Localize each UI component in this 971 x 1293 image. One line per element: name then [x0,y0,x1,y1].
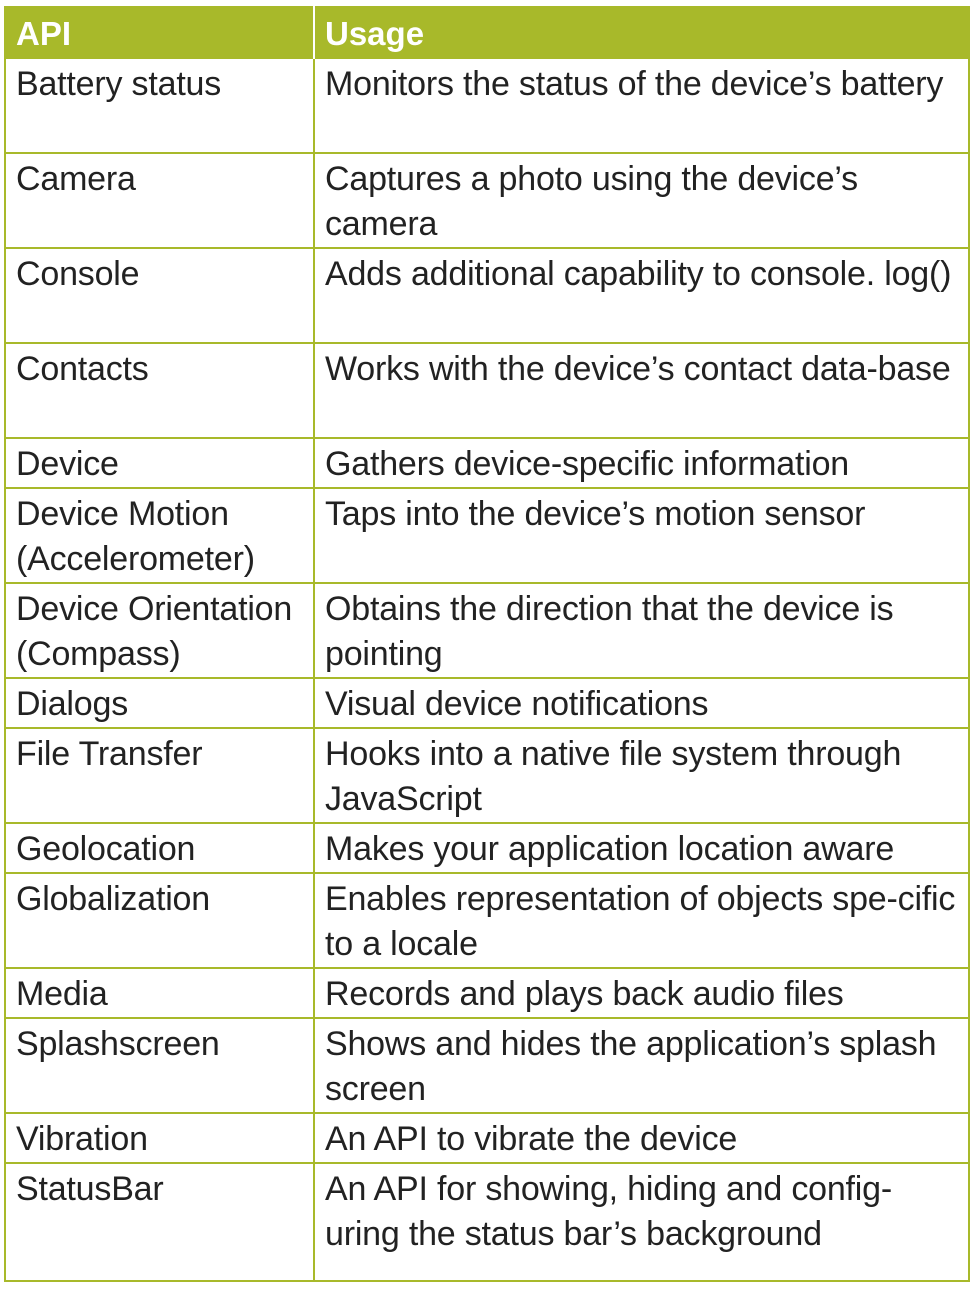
usage-cell: Captures a photo using the device’s camera [314,153,969,248]
usage-cell: Makes your application location aware [314,823,969,873]
table-row [5,1163,969,1281]
usage-cell: An API to vibrate the device [314,1113,969,1163]
usage-cell: Obtains the direction that the device is pointing [314,583,969,678]
usage-cell: Enables representation of objects spe-cific to a locale [314,873,969,968]
usage-cell: Works with the device’s contact data-base [314,343,969,438]
table-row [5,1113,969,1163]
api-cell: StatusBar [5,1163,314,1281]
table-row [5,873,969,968]
api-cell: Globalization [5,873,314,968]
table-row [5,488,969,583]
usage-cell: Monitors the status of the device’s battery [314,58,969,153]
api-cell: Vibration [5,1113,314,1163]
api-cell: Device [5,438,314,488]
table-row [5,248,969,343]
api-cell: Dialogs [5,678,314,728]
api-cell: Battery status [5,58,314,153]
api-cell: Device Motion (Accelerometer) [5,488,314,583]
usage-cell: Hooks into a native file system through JavaScript [314,728,969,823]
api-cell: Camera [5,153,314,248]
table-row [5,1018,969,1113]
header-usage: Usage [314,7,969,58]
table-row [5,728,969,823]
usage-cell: Adds additional capability to console. log() [314,248,969,343]
table-row [5,58,969,153]
table-row [5,823,969,873]
api-cell: File Transfer [5,728,314,823]
table-row [5,438,969,488]
usage-cell: Records and plays back audio files [314,968,969,1018]
table-row [5,678,969,728]
table-row [5,583,969,678]
usage-cell: Gathers device-specific information [314,438,969,488]
header-row [5,7,969,58]
usage-cell: Visual device notifications [314,678,969,728]
table-row [5,968,969,1018]
api-cell: Media [5,968,314,1018]
usage-cell: An API for showing, hiding and config-uring the status bar’s background [314,1163,969,1281]
table-row [5,153,969,248]
api-cell: Geolocation [5,823,314,873]
api-cell: Device Orientation (Compass) [5,583,314,678]
api-table [4,6,970,1282]
table-row [5,343,969,438]
api-cell: Console [5,248,314,343]
header-api: API [5,7,314,58]
api-cell: Splashscreen [5,1018,314,1113]
usage-cell: Shows and hides the application’s splash screen [314,1018,969,1113]
usage-cell: Taps into the device’s motion sensor [314,488,969,583]
api-cell: Contacts [5,343,314,438]
